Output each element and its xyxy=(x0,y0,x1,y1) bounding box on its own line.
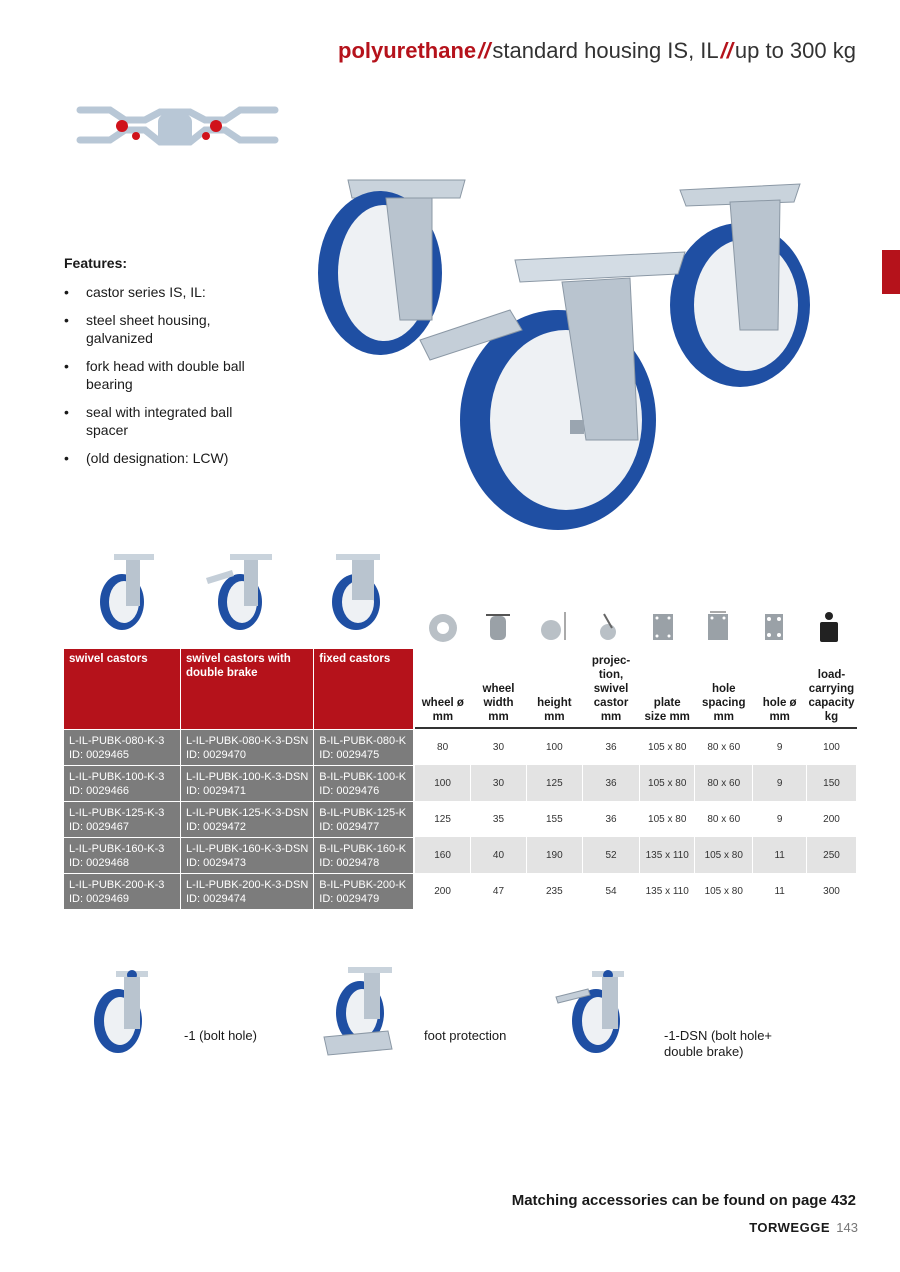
title-separator-1: // xyxy=(478,38,491,63)
fixed-castor-thumbnail xyxy=(316,548,402,634)
wheel-width-icon xyxy=(480,608,516,644)
table-row xyxy=(415,801,857,837)
table-row xyxy=(415,728,857,765)
cell-height: 190 xyxy=(526,837,582,873)
header-swivel-castors-brake: swivel castors with double brake xyxy=(181,649,314,730)
cell-wheel-diameter: 80 xyxy=(415,728,471,765)
cell-height: 235 xyxy=(526,873,582,909)
brake-castor-thumbnail xyxy=(200,548,286,634)
parameter-icons xyxy=(415,608,857,644)
cell-height: 125 xyxy=(526,765,582,801)
fixed-castor-image xyxy=(670,184,810,387)
load-weight-icon xyxy=(811,608,847,644)
chapter-tab xyxy=(882,250,900,294)
features-list xyxy=(64,283,274,467)
fixed-cell xyxy=(314,766,414,802)
table-row xyxy=(64,838,414,874)
header-hole-diameter: hole ø mm xyxy=(753,649,807,728)
table-row xyxy=(415,837,857,873)
bearing-diagram-icon xyxy=(70,100,280,152)
table-row xyxy=(64,874,414,910)
article-number: L-IL-PUBK-100-K-3 xyxy=(69,770,165,783)
article-number: L-IL-PUBK-125-K-3-DSN xyxy=(186,806,309,819)
table-row xyxy=(415,765,857,801)
title-capacity: up to 300 kg xyxy=(734,38,856,63)
cell-load-capacity: 250 xyxy=(806,837,856,873)
options-section xyxy=(0,960,900,1080)
article-id: ID: 0029470 xyxy=(186,748,246,761)
feature-item: • steel sheet housing, galvanized xyxy=(64,311,274,347)
article-id: ID: 0029476 xyxy=(319,784,380,797)
article-id: ID: 0029474 xyxy=(186,892,246,905)
article-number: L-IL-PUBK-100-K-3-DSN xyxy=(186,770,309,783)
bolt-hole-brake-castor-image xyxy=(554,965,634,1065)
article-number: L-IL-PUBK-125-K-3 xyxy=(69,806,165,819)
cell-hole-spacing: 80 x 60 xyxy=(695,801,753,837)
cell-hole-spacing: 105 x 80 xyxy=(695,837,753,873)
cell-hole-diameter: 9 xyxy=(753,801,807,837)
projection-icon xyxy=(590,608,626,644)
cell-height: 100 xyxy=(526,728,582,765)
castor-product-image xyxy=(300,170,820,540)
cell-load-capacity: 100 xyxy=(806,728,856,765)
page-title xyxy=(338,38,856,64)
header-load-capacity: load-carrying capacity kg xyxy=(806,649,856,728)
cell-load-capacity: 200 xyxy=(806,801,856,837)
header-wheel-diameter: wheel ø mm xyxy=(415,649,471,728)
fixed-cell xyxy=(314,874,414,910)
features-heading: Features: xyxy=(64,255,128,271)
height-icon xyxy=(535,608,571,644)
cell-wheel-diameter: 160 xyxy=(415,837,471,873)
article-id: ID: 0029478 xyxy=(319,856,380,869)
article-number: L-IL-PUBK-080-K-3 xyxy=(69,734,165,747)
cell-load-capacity: 150 xyxy=(806,765,856,801)
hole-spacing-icon xyxy=(700,608,736,644)
cell-hole-diameter: 11 xyxy=(753,873,807,909)
cell-plate-size: 135 x 110 xyxy=(640,837,695,873)
swivel-cell xyxy=(64,730,181,766)
fixed-cell xyxy=(314,838,414,874)
title-housing: standard housing IS, IL xyxy=(492,38,719,63)
header-swivel-castors: swivel castors xyxy=(64,649,181,730)
header-projection: projec-tion, swivel castor mm xyxy=(582,649,639,728)
article-id: ID: 0029479 xyxy=(319,892,380,905)
swivel-cell xyxy=(64,874,181,910)
article-id: ID: 0029473 xyxy=(186,856,246,869)
cell-projection: 54 xyxy=(582,873,639,909)
table-row xyxy=(64,766,414,802)
article-number-table xyxy=(64,649,414,909)
article-id: ID: 0029475 xyxy=(319,748,380,761)
header-fixed-castors: fixed castors xyxy=(314,649,414,730)
cell-hole-diameter: 9 xyxy=(753,728,807,765)
title-separator-2: // xyxy=(720,38,733,63)
option-label-bolt-hole: -1 (bolt hole) xyxy=(184,1028,257,1043)
cell-projection: 36 xyxy=(582,728,639,765)
brake-cell xyxy=(181,838,314,874)
article-number: L-IL-PUBK-080-K-3-DSN xyxy=(186,734,309,747)
option-label-bolt-hole-brake: -1-DSN (bolt hole+ double brake) xyxy=(664,1028,773,1059)
option-label-foot-protection: foot protection xyxy=(424,1028,507,1043)
article-number: B-IL-PUBK-160-K xyxy=(319,842,407,855)
swivel-cell xyxy=(64,838,181,874)
table-row xyxy=(64,730,414,766)
table-row xyxy=(64,802,414,838)
feature-item: • seal with integrated ball spacer xyxy=(64,403,274,439)
article-id: ID: 0029467 xyxy=(69,820,129,833)
table-row xyxy=(415,873,857,909)
header-height: height mm xyxy=(526,649,582,728)
cell-wheel-width: 30 xyxy=(471,728,527,765)
cell-hole-spacing: 80 x 60 xyxy=(695,765,753,801)
header-plate-size: plate size mm xyxy=(640,649,695,728)
foot-protection-castor-image xyxy=(320,965,400,1065)
header-hole-spacing: hole spacing mm xyxy=(695,649,753,728)
article-id: ID: 0029471 xyxy=(186,784,246,797)
article-number: L-IL-PUBK-200-K-3 xyxy=(69,878,165,891)
cell-projection: 52 xyxy=(582,837,639,873)
brake-cell xyxy=(181,874,314,910)
castor-thumbnails xyxy=(80,548,400,638)
cell-wheel-diameter: 200 xyxy=(415,873,471,909)
cell-wheel-width: 35 xyxy=(471,801,527,837)
cell-plate-size: 105 x 80 xyxy=(640,801,695,837)
cell-plate-size: 105 x 80 xyxy=(640,728,695,765)
page-number: 143 xyxy=(836,1220,858,1235)
brake-castor-image xyxy=(420,252,685,530)
hole-diameter-icon xyxy=(755,608,791,644)
cell-hole-diameter: 9 xyxy=(753,765,807,801)
brake-cell xyxy=(181,766,314,802)
title-material: polyurethane xyxy=(338,38,477,63)
cell-hole-spacing: 80 x 60 xyxy=(695,728,753,765)
fixed-cell xyxy=(314,802,414,838)
cell-height: 155 xyxy=(526,801,582,837)
cell-wheel-diameter: 125 xyxy=(415,801,471,837)
article-id: ID: 0029469 xyxy=(69,892,129,905)
brake-cell xyxy=(181,802,314,838)
cell-wheel-width: 47 xyxy=(471,873,527,909)
article-number: B-IL-PUBK-125-K xyxy=(319,806,407,819)
cell-projection: 36 xyxy=(582,765,639,801)
cell-load-capacity: 300 xyxy=(806,873,856,909)
cell-hole-spacing: 105 x 80 xyxy=(695,873,753,909)
article-number: L-IL-PUBK-160-K-3 xyxy=(69,842,165,855)
article-number: B-IL-PUBK-100-K xyxy=(319,770,407,783)
cell-hole-diameter: 11 xyxy=(753,837,807,873)
swivel-cell xyxy=(64,802,181,838)
swivel-cell xyxy=(64,766,181,802)
swivel-castor-image xyxy=(318,180,465,355)
article-id: ID: 0029477 xyxy=(319,820,380,833)
feature-item: • castor series IS, IL: xyxy=(64,283,274,301)
article-id: ID: 0029465 xyxy=(69,748,129,761)
header-wheel-width: wheel width mm xyxy=(471,649,527,728)
accessories-note: Matching accessories can be found on page 432 xyxy=(511,1192,856,1209)
article-number: B-IL-PUBK-200-K xyxy=(319,878,407,891)
cell-projection: 36 xyxy=(582,801,639,837)
features-section xyxy=(64,255,274,477)
swivel-castor-thumbnail xyxy=(86,548,172,634)
cell-wheel-width: 30 xyxy=(471,765,527,801)
article-id: ID: 0029466 xyxy=(69,784,129,797)
bolt-hole-castor-image xyxy=(88,965,168,1065)
cell-wheel-diameter: 100 xyxy=(415,765,471,801)
feature-item: • (old designation: LCW) xyxy=(64,449,274,467)
cell-plate-size: 105 x 80 xyxy=(640,765,695,801)
cell-wheel-width: 40 xyxy=(471,837,527,873)
feature-item: • fork head with double ball bearing xyxy=(64,357,274,393)
fixed-cell xyxy=(314,730,414,766)
brand-logo: TORWEGGE xyxy=(749,1220,830,1235)
article-number: L-IL-PUBK-200-K-3-DSN xyxy=(186,878,309,891)
article-id: ID: 0029468 xyxy=(69,856,129,869)
article-number: B-IL-PUBK-080-K xyxy=(319,734,407,747)
brake-cell xyxy=(181,730,314,766)
wheel-diameter-icon xyxy=(425,608,461,644)
cell-plate-size: 135 x 110 xyxy=(640,873,695,909)
article-id: ID: 0029472 xyxy=(186,820,246,833)
article-number: L-IL-PUBK-160-K-3-DSN xyxy=(186,842,309,855)
plate-size-icon xyxy=(645,608,681,644)
specification-table xyxy=(415,649,857,909)
